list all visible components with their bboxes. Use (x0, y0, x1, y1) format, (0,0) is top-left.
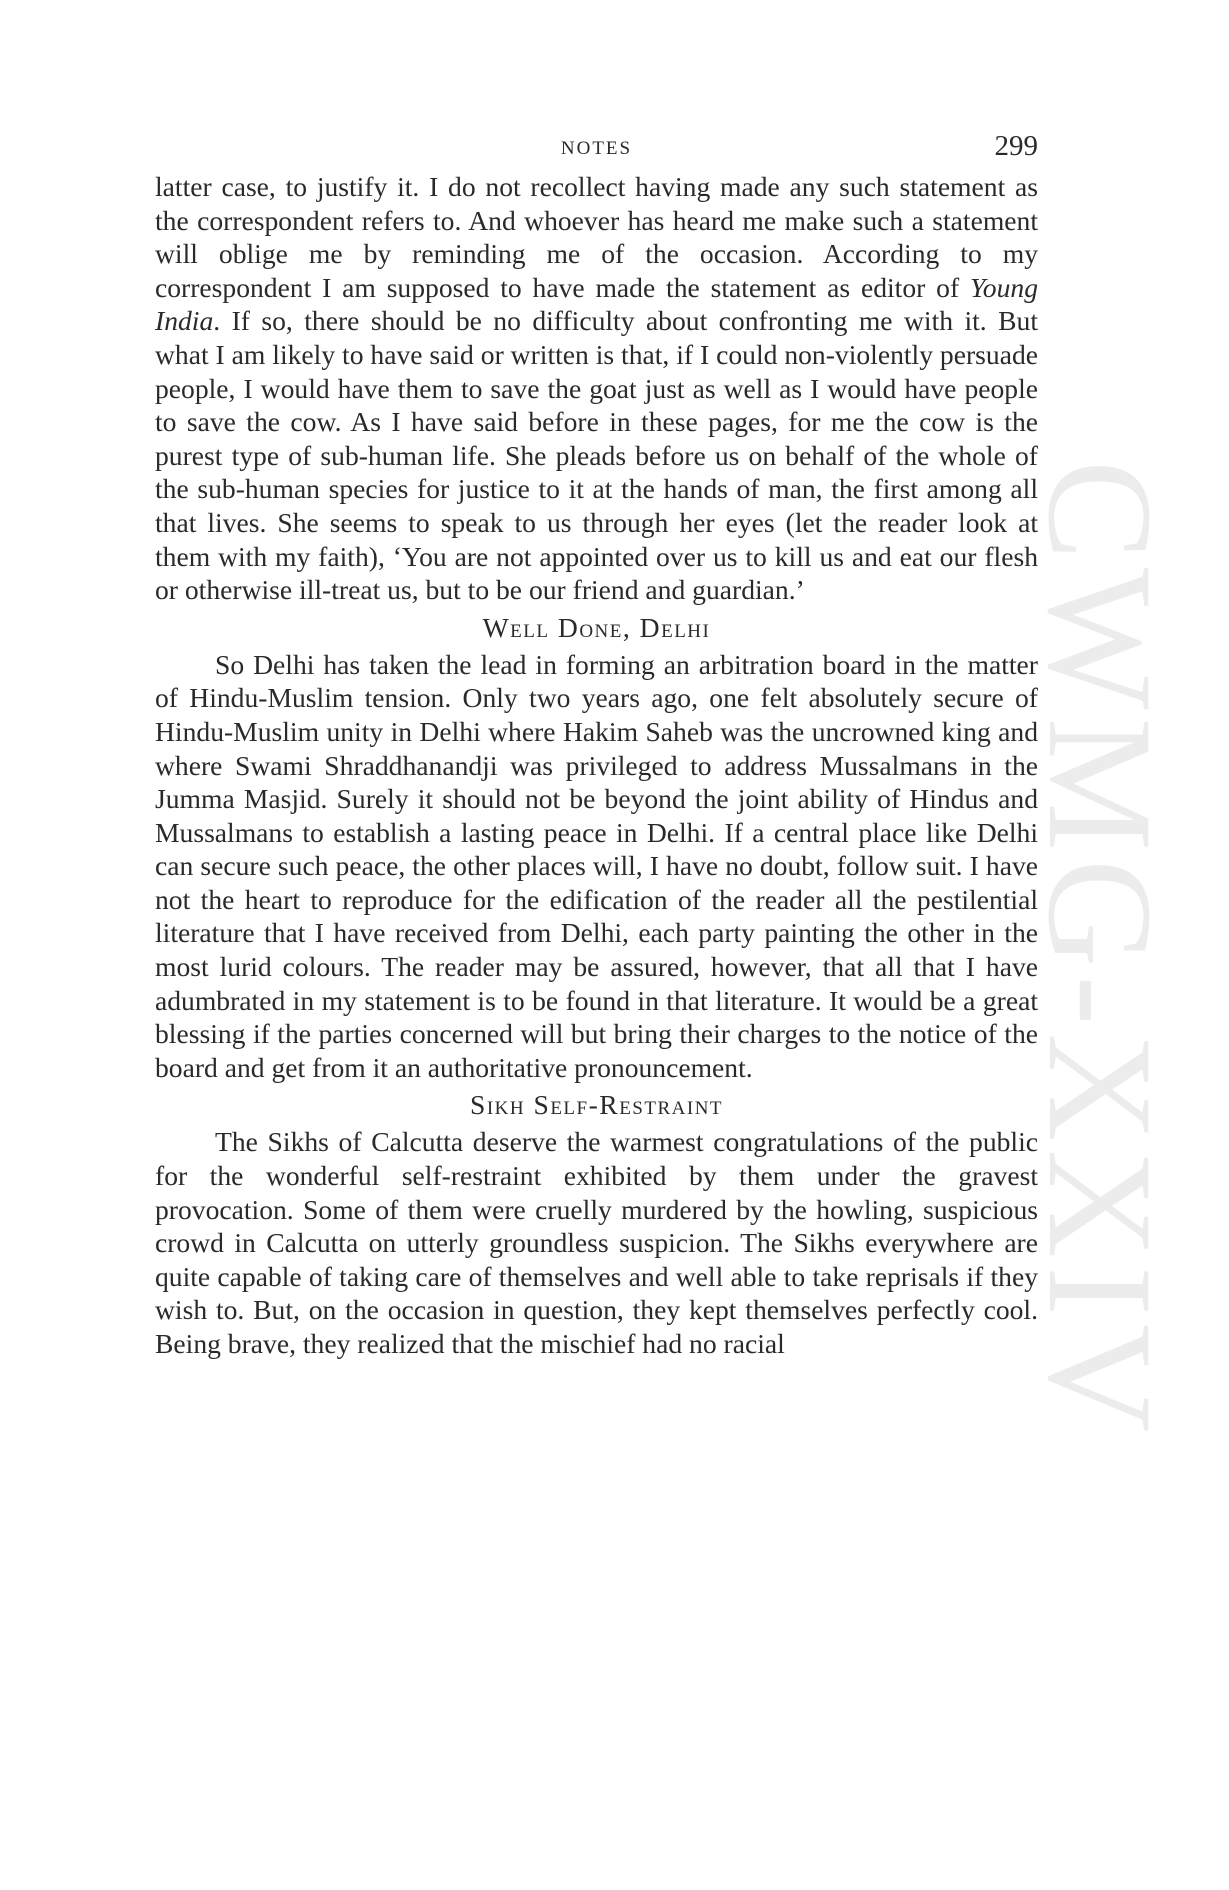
page-number: 299 (994, 130, 1038, 162)
publication-title: Young India (155, 271, 1038, 337)
paragraph-continuation (155, 170, 1038, 607)
paragraph-continuation-text-1: latter case, to justify it. I do not recollect having made any such statement as the correspondent refers to. And whoever has heard me make such a statement will oblige me by reminding me of the occasion. According to my correspondent I am supposed to have made the statement as editor of (155, 171, 1038, 303)
section-body-well-done-delhi: So Delhi has taken the lead in forming an arbitration board in the matter of Hindu-Muslim tension. Only two years ago, one felt absolutely secure of Hindu-Muslim unity in Delhi where Hakim Saheb was the uncrowned king and where Swami Shraddhanandji was privileged to address Mussalmans in the Jumma Masjid. Surely it should not be beyond the joint ability of Hindus and Mussalmans to establish a lasting peace in Delhi. If a central place like Delhi can secure such peace, the other places will, I have no doubt, follow suit. I have not the heart to reproduce for the edification of the reader all the pestilential literature that I have received from Delhi, each party painting the other in the most lurid colours. The reader may be assured, however, that all that I have adumbrated in my statement is to be found in that literature. It would be a great blessing if the parties concerned will but bring their charges to the notice of the board and get from it an authoritative pronouncement. (155, 648, 1038, 1083)
section-body-sikh-self-restraint: The Sikhs of Calcutta deserve the warmest congratulations of the public for the wonderful self-restraint exhibited by them under the gravest provocation. Some of them were cruelly murdered by the howling, suspicious crowd in Calcutta on utterly groundless suspicion. The Sikhs everywhere are quite capable of taking care of themselves and well able to take reprisals if they wish to. But, on the occasion in question, they kept themselves perfectly cool. Being brave, they realized that the mischief had no racial (155, 1126, 1038, 1359)
watermark-text: CWMG-XXIV (1017, 460, 1183, 1441)
section-heading-sikh-self-restraint: Sikh Self-Restraint (469, 1089, 724, 1121)
running-head-title: NOTES (560, 138, 633, 159)
section-heading-well-done-delhi: Well Done, Delhi (482, 611, 711, 643)
running-head (155, 130, 1038, 170)
paragraph-continuation-text-2: . If so, there should be no difficulty about confronting me with it. But what I am likely to have said or written is that, if I could non-violently persuade people, I would have them to save the goat just as well as I would have people to save the cow. As I have said before in these pages, for me the cow is the purest type of sub-human life. She pleads before us on behalf of the whole of the sub-human species for justice to it at the hands of man, the first among all that lives. She seems to speak to us through her eyes (let the reader look at them with my faith), ‘You are not appointed over us to kill us and eat our flesh or otherwise ill-treat us, but to be our friend and guardian.’ (155, 305, 1038, 606)
page-content (155, 130, 1038, 1361)
